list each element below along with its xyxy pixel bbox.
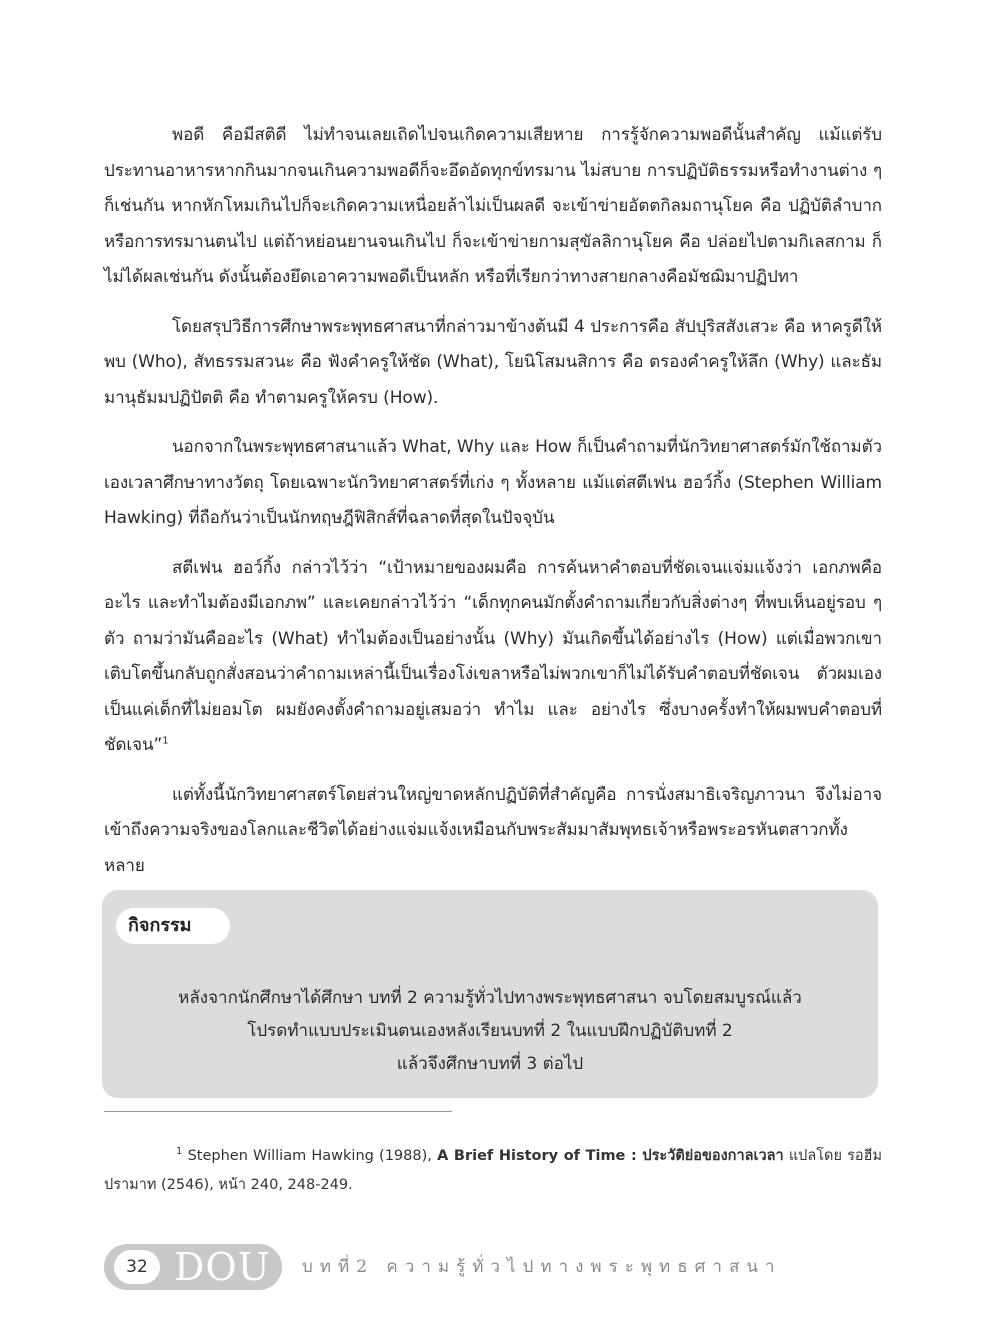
paragraph-study-summary: โดยสรุปวิธีการศึกษาพระพุทธศาสนาที่กล่าวมาข้างต้นมี 4 ประการคือ สัปปุริสสังเสวะ คือ หาครูดีให้พบ (Who), สัทธรรมสวนะ คือ ฟังคำครูให้ชัด (What), โยนิโสมนสิการ คือ ตรองคำครูให้ลึก (Why) และธัมมานุธัมมปฏิปัตติ คือ ทำตามครูให้ครบ (How).: [104, 316, 882, 408]
activity-line: แล้วจึงศึกษาบทที่ 3 ต่อไป: [396, 1054, 584, 1074]
paragraph-scientists: นอกจากในพระพุทธศาสนาแล้ว What, Why และ How ก็เป็นคำถามที่นักวิทยาศาสตร์มักใช้ถามตัวเองเวลาศึกษาทางวัตถุ โดยเฉพาะนักวิทยาศาสตร์ที่เก่ง ๆ ทั้งหลาย แม้แต่สตีเฟน ฮอว์กิ้ง (Stephen William Hawking) ที่ถือกันว่าเป็นนักทฤษฎีฟิสิกส์ที่ฉลาดที่สุดในปัจจุบัน: [104, 437, 882, 528]
footnote-author: Stephen William Hawking (1988),: [187, 1148, 432, 1164]
paragraph-meditation: แต่ทั้งนี้นักวิทยาศาสตร์โดยส่วนใหญ่ขาดหลักปฏิบัติที่สำคัญคือ การนั่งสมาธิเจริญภาวนา จึงไม่อาจเข้าถึงความจริงของโลกและชีวิตได้อย่างแจ่มแจ้งเหมือนกับพระสัมมาสัมพุทธเจ้าหรือพระอรหันตสาวกทั้งหลาย: [104, 784, 882, 876]
activity-line: โปรดทำแบบประเมินตนเองหลังเรียนบทที่ 2 ในแบบฝึกปฏิบัติบทที่ 2: [247, 1021, 733, 1041]
dou-logo: DOU: [174, 1245, 271, 1289]
footnote-reference[interactable]: 1: [162, 735, 169, 747]
activity-line: หลังจากนักศึกษาได้ศึกษา บทที่ 2 ความรู้ทั่วไปทางพระพุทธศาสนา จบโดยสมบูรณ์แล้ว: [178, 988, 802, 1008]
activity-instructions: [102, 982, 878, 1081]
body-text: [104, 118, 882, 898]
page-number: 32: [114, 1250, 160, 1284]
running-chapter-title: บทที่2 ความรู้ทั่วไปทางพระพุทธศาสนา: [302, 1257, 782, 1277]
hawking-quote-text: สตีเฟน ฮอว์กิ้ง กล่าวไว้ว่า “เป้าหมายของผมคือ การค้นหาคำตอบที่ชัดเจนแจ่มแจ้งว่า เอกภพคืออะไร และทำไมต้องมีเอกภพ” และเคยกล่าวไว้ว่า “เด็กทุกคนมักตั้งคำถามเกี่ยวกับสิ่งต่างๆ ที่พบเห็นอยู่รอบ ๆ ตัว ถามว่ามันคืออะไร (What) ทำไมต้องเป็นอย่างนั้น (Why) มันเกิดขึ้นได้อย่างไร (How) แต่เมื่อพวกเขาเติบโตขึ้นกลับถูกสั่งสอนว่าคำถามเหล่านี้เป็นเรื่องโง่เขลาหรือไม่พวกเขาก็ไม่ได้รับคำตอบที่ชัดเจน ตัวผมเองเป็นแค่เด็กที่ไม่ยอมโต ผมยังคงตั้งคำถามอยู่เสมอว่า ทำไม และ อย่างไร ซึ่งบางครั้งทำให้ผมพบคำตอบที่ชัดเจน”: [104, 557, 882, 755]
footnote: [104, 1142, 882, 1200]
page-footer: [104, 1244, 884, 1290]
footnote-book-title: A Brief History of Time : ประวัติย่อของกาลเวลา: [437, 1148, 784, 1164]
paragraph-moderation: พอดี คือมีสติดี ไม่ทำจนเลยเถิดไปจนเกิดความเสียหาย การรู้จักความพอดีนั้นสำคัญ แม้แต่รับประทานอาหารหากกินมากจนเกินความพอดีก็จะอึดอัดทุกข์ทรมาน ไม่สบาย การปฏิบัติธรรมหรือทำงานต่าง ๆ ก็เช่นกัน หากหักโหมเกินไปก็จะเกิดความเหนื่อยล้าไม่เป็นผลดี จะเข้าข่ายอัตตกิลมถานุโยค คือ ปฏิบัติลำบากหรือการทรมานตนไป แต่ถ้าหย่อนยานจนเกินไป ก็จะเข้าข่ายกามสุขัลลิกานุโยค คือ ปล่อยไปตามกิเลสกาม ก็ไม่ได้ผลเช่นกัน ดังนั้นต้องยึดเอาความพอดีเป็นหลัก หรือที่เรียกว่าทางสายกลางคือมัชฌิมาปฏิปทา: [104, 125, 882, 287]
page-badge: [104, 1244, 282, 1290]
activity-box: [102, 890, 878, 1098]
footnote-number: 1: [176, 1146, 183, 1158]
footnote-details: แปลโดย รอฮีม ปรามาท (2546), หน้า 240, 248-249.: [104, 1148, 883, 1193]
activity-label: กิจกรรม: [116, 908, 230, 944]
paragraph-hawking-quote: [104, 551, 882, 764]
footnote-divider: [104, 1111, 452, 1112]
